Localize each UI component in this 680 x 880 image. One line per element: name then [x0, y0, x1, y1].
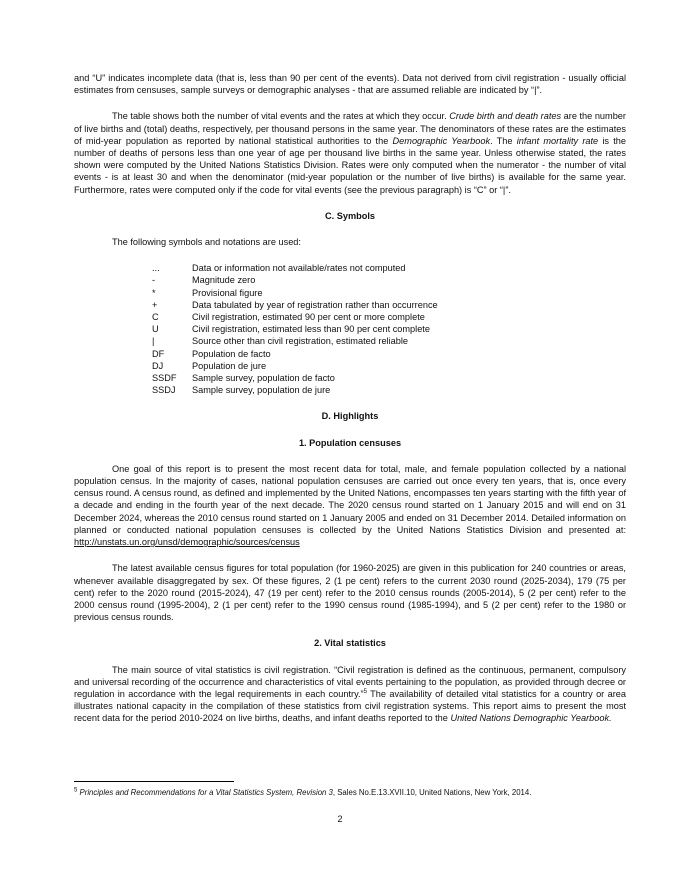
section-heading-symbols: C. Symbols [324, 210, 376, 221]
symbol-description: Data or information not available/rates not computed [192, 263, 406, 274]
symbol-description: Civil registration, estimated 90 per cent or more complete [192, 312, 425, 323]
footnote-mark: 5 [74, 787, 78, 794]
symbol-code: DF [152, 348, 165, 359]
symbol-description: Population de jure [192, 360, 267, 371]
symbol-code: + [152, 299, 158, 310]
symbol-description: Provisional figure [192, 287, 263, 298]
symbol-description: Magnitude zero [192, 275, 256, 286]
intro-paragraph-2: The table shows both the number of vital events and the rates at which they occur. Crude birth and death rates are the number of live births and (total) deaths, respectively, per thousand persons in the same year. The denominators of these rates are the estimates of mid-year population as reported by national statistical authorities to the Demographic Yearbook. The infant mortality rate is the number of deaths of persons less than one year of age per thousand live births in the same year. Unless otherwise stated, the rates shown were computed by the United Nations Statistics Division. Rates were only computed when the numerator - the number of vital events - is at least 30 and when the denominator (mid-year population or the number of live births) is available for the same year. Furthermore, rates were computed only if the code for vital events (see the previous paragraph) is “C” or “|”. [74, 111, 626, 195]
symbol-row [152, 299, 626, 311]
symbol-description: Source other than civil registration, estimated reliable [192, 336, 409, 347]
symbol-code: | [152, 336, 155, 347]
symbol-code: C [152, 312, 159, 323]
section-heading-highlights: D. Highlights [321, 411, 379, 422]
page-number: 2 [337, 814, 343, 824]
symbol-code: SSDF [152, 373, 177, 384]
symbol-code: ... [152, 263, 160, 274]
intro-paragraph-1: and “U” indicates incomplete data (that is, less than 90 per cent of the events). Data not derived from civil registration - usually official estimates from censuses, sample surveys or demographic analyses - that are assumed reliable are indicated by “|”. [74, 73, 626, 96]
footnote-divider [74, 781, 234, 782]
symbol-code: * [152, 287, 156, 298]
subsection-heading-censuses: 1. Population censuses [298, 437, 402, 448]
symbol-description: Population de facto [192, 348, 271, 359]
census-sources-link[interactable]: http://unstats.un.org/unsd/demographic/sources/census [74, 537, 300, 548]
symbols-intro: The following symbols and notations are used: [112, 237, 301, 248]
censuses-paragraph-1: One goal of this report is to present the most recent data for total, male, and female population collected by a national population census. In the majority of cases, national population censuses are carried out once every ten years, that is, once every census round. A census round, as defined and implemented by the United Nations, encompasses ten years starting with the fifth year of a decade and ending in the fourth year of the next decade. The 2020 census round started on 1 January 2015 and will end on 31 December 2024, whereas the 2010 census round started on 1 January 2005 and ended on 31 December 2014. Detailed information on planned or conducted national population censuses is collected by the United Nations Statistics Division and presented at: http://unstats.un.org/unsd/demographic/sources/census [74, 463, 626, 548]
symbol-row [152, 335, 626, 347]
symbol-row [152, 311, 626, 323]
symbol-row [152, 348, 626, 360]
symbol-code: U [152, 324, 159, 335]
symbol-description: Sample survey, population de jure [192, 385, 331, 396]
document-body [74, 72, 626, 725]
symbol-row [152, 323, 626, 335]
symbol-row [152, 262, 626, 274]
symbol-row [152, 287, 626, 299]
symbol-code: SSDJ [152, 385, 176, 396]
subsection-heading-vital-statistics: 2. Vital statistics [314, 638, 386, 649]
symbol-description: Sample survey, population de facto [192, 373, 335, 384]
censuses-paragraph-2: The latest available census figures for total population (for 1960-2025) are given in this publication for 240 countries or areas, whenever available disaggregated by sex. Of these figures, 2 (1 pe cent) refers to the current 2030 round (2025-2034), 179 (75 per cent) refer to the 2020 round (2015-2024), 47 (19 per cent) refer to the 2010 census rounds (2005-2014), 5 (2 per cent) refer to the 2000 census round (1995-2004), 2 (1 per cent) refer to the 1990 census round (1985-1994), and 5 (2 per cent) refer to the 1980 or previous census rounds. [74, 563, 626, 623]
symbol-row [152, 384, 626, 396]
symbol-description: Data tabulated by year of registration rather than occurrence [192, 299, 438, 310]
symbol-code: DJ [152, 360, 164, 371]
footnote-reference: 5 [363, 688, 367, 695]
symbol-code: - [152, 275, 156, 286]
vital-statistics-paragraph: The main source of vital statistics is civil registration. “Civil registration is defined as the continuous, permanent, compulsory and universal recording of the occurrence and characteristics of vital events pertaining to the population, as provided through decree or regulation in accordance with the legal requirements in each country.”$^5$ The availability of detailed vital statistics for a country or area illustrates national capacity in the compilation of these statistics from civil registration systems. This report aims to present the most recent data for the period 2010-2024 on live births, deaths, and infant deaths reported to the United Nations Demographic Yearbook. [74, 664, 626, 724]
symbol-row [152, 360, 626, 372]
footnote: $^5$ Principles and Recommendations for a Vital Statistics System, Revision 3, Sales No.E.13.XVII.10, United Nations, New York, 2014. [74, 787, 532, 797]
symbol-description: Civil registration, estimated less than 90 per cent complete [192, 324, 430, 335]
symbol-row [152, 372, 626, 384]
symbol-row [152, 274, 626, 286]
symbols-list [152, 262, 626, 396]
